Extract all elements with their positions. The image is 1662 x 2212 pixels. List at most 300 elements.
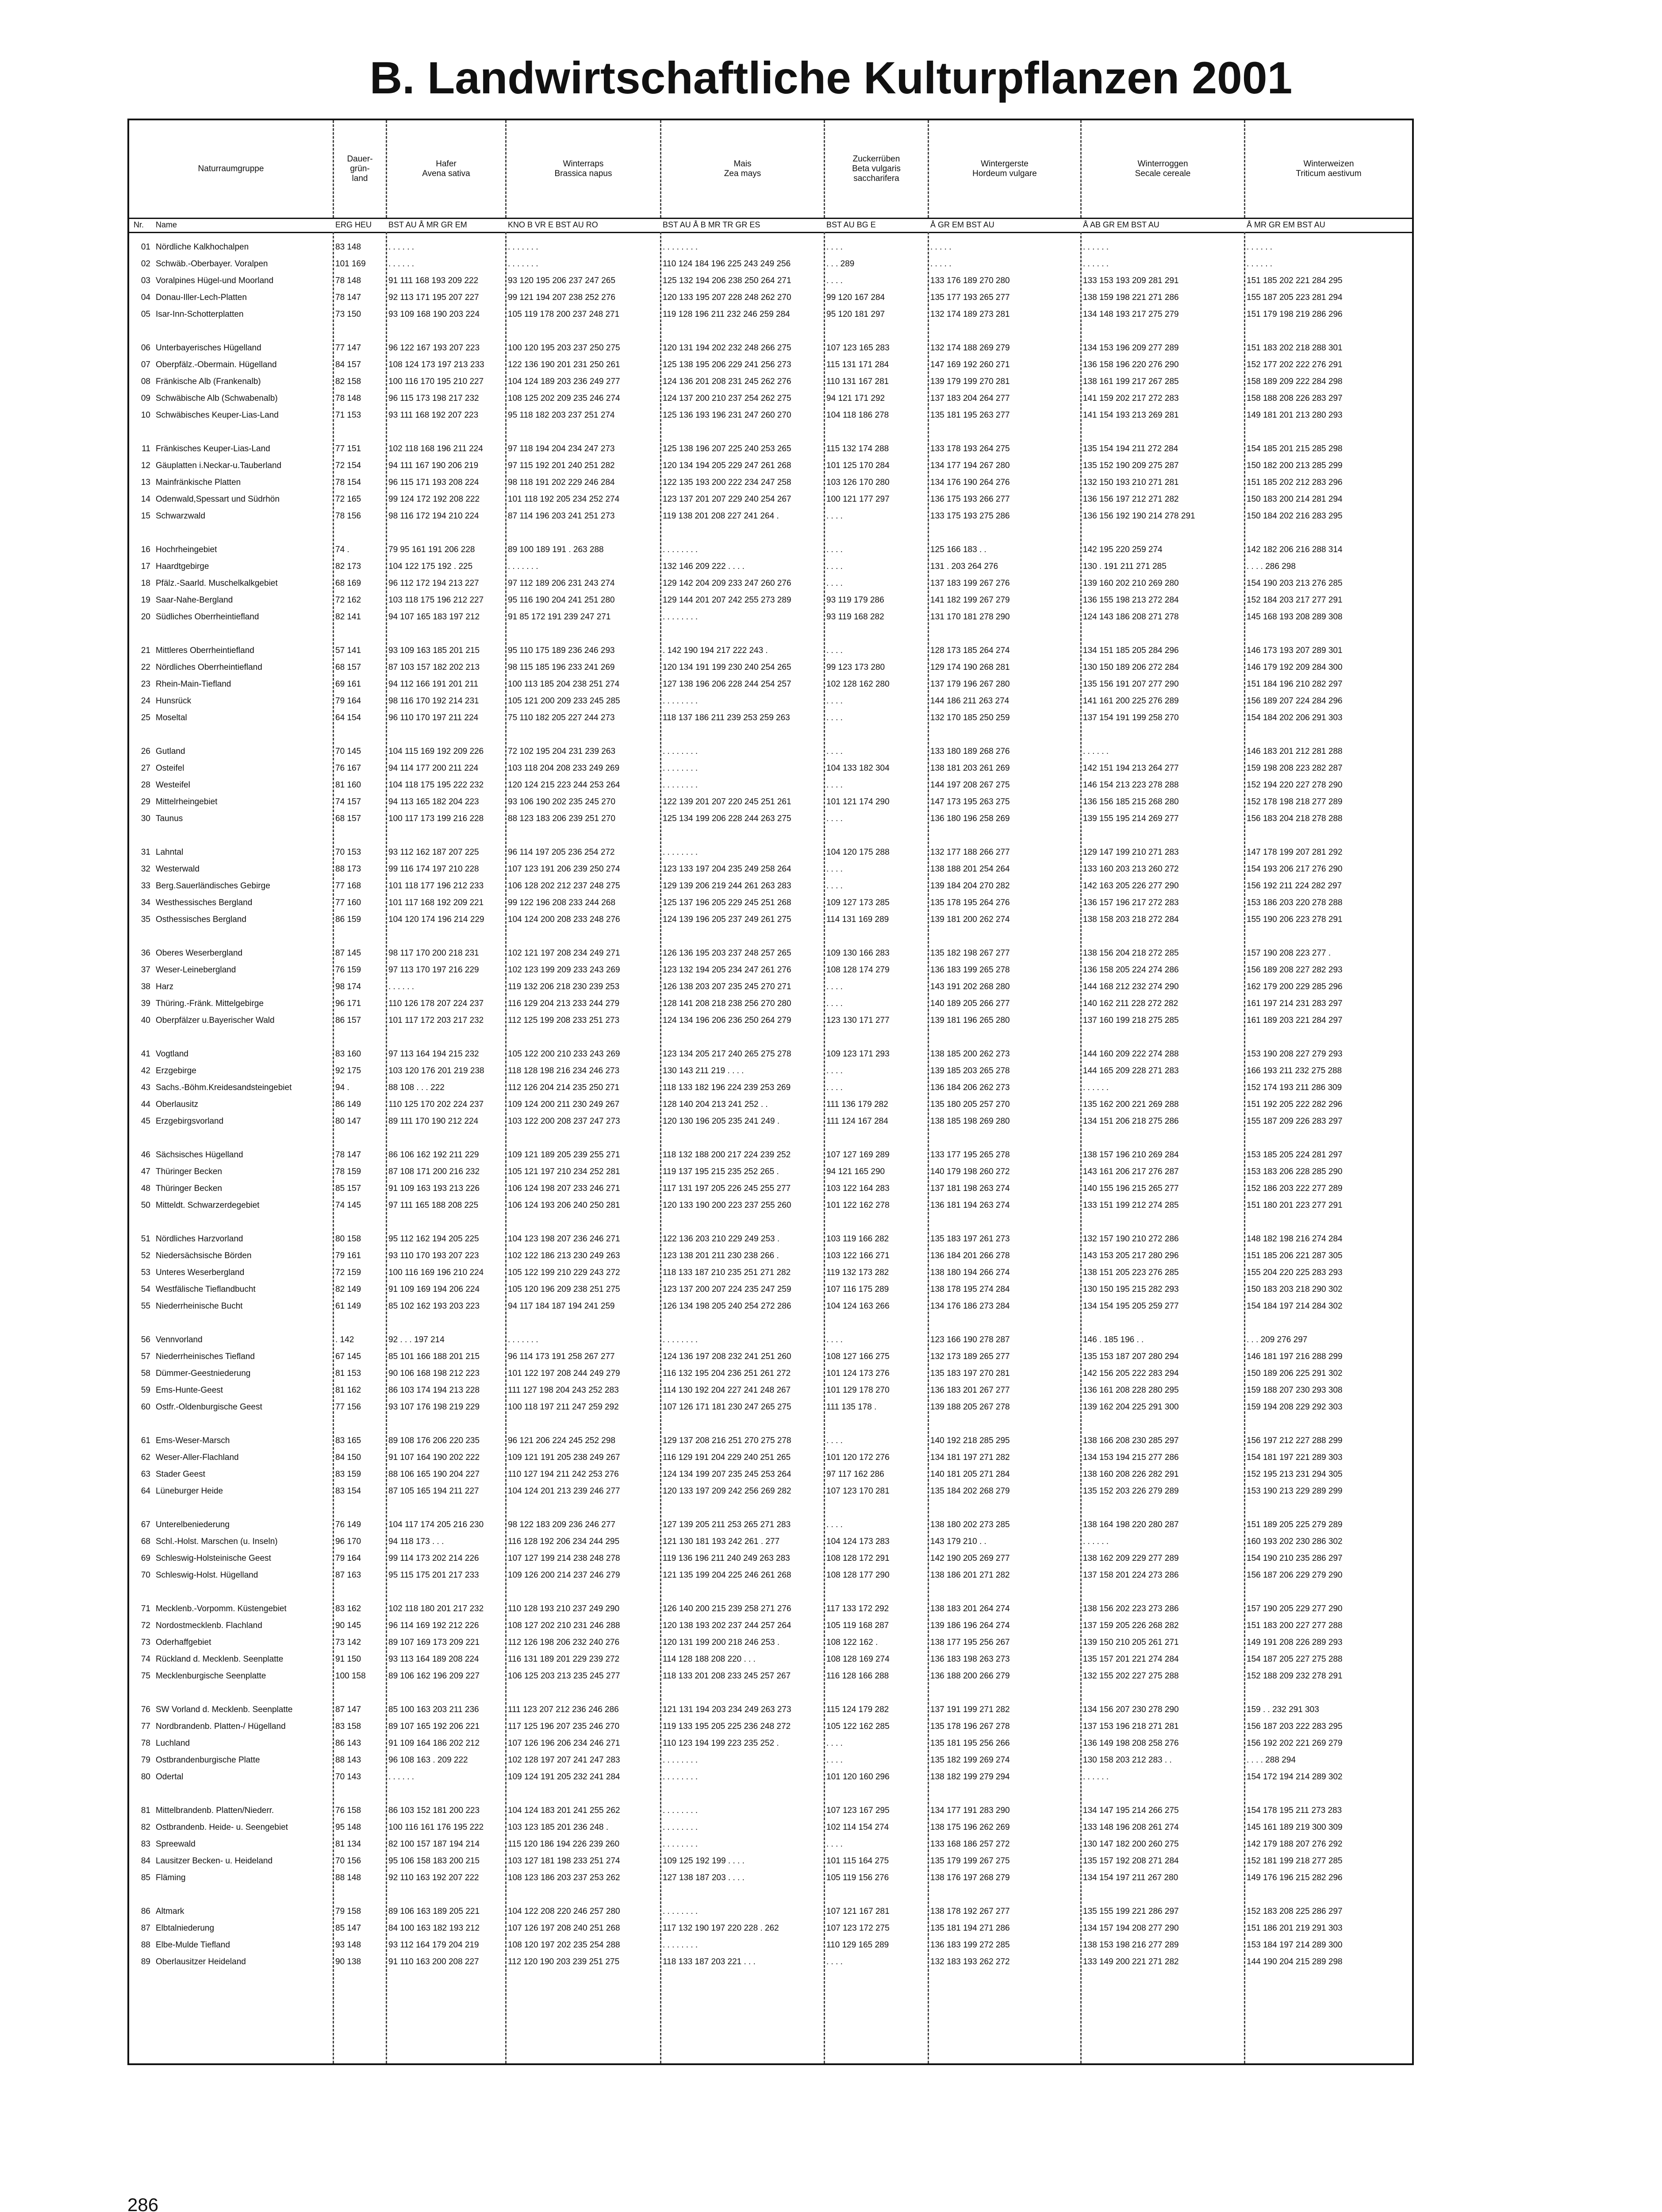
cell-gerste: 138 182 199 279 294 <box>930 1772 1010 1782</box>
cell-roggen: 138 158 203 218 272 284 <box>1083 915 1179 924</box>
cell-hafer: 98 117 170 200 218 231 <box>388 949 479 958</box>
cell-raps: 104 124 201 213 239 246 277 <box>508 1486 620 1496</box>
cell-weizen: 152 183 208 225 286 297 <box>1247 1907 1343 1916</box>
cell-mais: 116 132 195 204 236 251 261 272 <box>663 1369 791 1378</box>
cell-weizen: 153 184 197 214 289 300 <box>1247 1940 1343 1950</box>
cell-weizen: 142 179 188 207 276 292 <box>1247 1839 1343 1849</box>
row-number: 39 <box>141 999 150 1008</box>
cell-dauer: 78 147 <box>335 293 361 302</box>
cell-zucker: . . . . <box>826 696 843 706</box>
table-row <box>129 441 1412 457</box>
cell-weizen: 161 189 203 221 284 297 <box>1247 1016 1343 1025</box>
cell-weizen: 146 179 192 209 284 300 <box>1247 663 1343 672</box>
cell-hafer: 95 112 162 194 205 225 <box>388 1234 479 1244</box>
cell-mais: 122 135 193 200 222 234 247 258 <box>663 478 791 487</box>
cell-mais: . . . . . . . . <box>663 1755 698 1765</box>
cell-hafer: 100 116 161 176 195 222 <box>388 1823 484 1832</box>
row-name: Odenwald,Spessart und Südrhön <box>156 495 280 504</box>
cell-zucker: 117 133 172 292 <box>826 1604 889 1613</box>
cell-raps: 110 128 193 210 237 249 290 <box>508 1604 620 1613</box>
cell-gerste: 136 183 201 267 277 <box>930 1386 1010 1395</box>
row-name: Lahntal <box>156 848 184 857</box>
cell-weizen: 152 174 193 211 286 309 <box>1247 1083 1342 1092</box>
table-row <box>129 1836 1412 1853</box>
table-row <box>129 1903 1412 1920</box>
row-number: 02 <box>141 259 150 269</box>
cell-gerste: 133 177 195 265 278 <box>930 1150 1010 1160</box>
cell-mais: 126 138 203 207 235 245 270 271 <box>663 982 791 991</box>
cell-gerste: 135 178 195 264 276 <box>930 898 1010 907</box>
cell-zucker: 99 123 173 280 <box>826 663 885 672</box>
cell-roggen: 139 150 210 205 261 271 <box>1083 1638 1179 1647</box>
cell-weizen: 153 190 208 227 279 293 <box>1247 1049 1343 1059</box>
row-name: Pfälz.-Saarld. Muschelkalkgebiet <box>156 579 278 588</box>
cell-raps: 108 127 202 210 231 246 288 <box>508 1621 620 1630</box>
cell-hafer: 84 100 163 182 193 212 <box>388 1924 480 1933</box>
cell-dauer: 86 159 <box>335 915 361 924</box>
cell-raps: 75 110 182 205 227 244 273 <box>508 713 615 722</box>
table-row <box>129 1382 1412 1399</box>
table-row <box>129 1231 1412 1248</box>
cell-raps: 72 102 195 204 231 239 263 <box>508 747 616 756</box>
cell-weizen: 157 190 208 223 277 . <box>1247 949 1331 958</box>
cell-raps: 93 106 190 202 235 245 270 <box>508 797 616 806</box>
cell-weizen: 156 187 206 229 279 290 <box>1247 1571 1343 1580</box>
row-name: Niederrheinisches Tiefland <box>156 1352 255 1361</box>
cell-weizen: 156 187 203 222 283 295 <box>1247 1722 1343 1731</box>
cell-roggen: 133 148 196 208 261 274 <box>1083 1823 1179 1832</box>
cell-roggen: . . . . . . <box>1083 1537 1109 1546</box>
cell-zucker: . . . . <box>826 982 843 991</box>
cell-gerste: 135 180 205 257 270 <box>930 1100 1010 1109</box>
cell-roggen: . . . . . . <box>1083 1772 1109 1782</box>
cell-raps: 116 129 204 213 233 244 279 <box>508 999 620 1008</box>
table-row <box>129 407 1412 424</box>
table-row <box>129 676 1412 693</box>
cell-dauer: 64 154 <box>335 713 361 722</box>
header-dauer: Dauer- grün- land <box>333 120 386 218</box>
cell-weizen: 144 190 204 215 289 298 <box>1247 1957 1343 1966</box>
cell-mais: 123 134 205 217 240 265 275 278 <box>663 1049 791 1059</box>
cell-dauer: 74 . <box>335 545 349 554</box>
cell-hafer: 99 124 172 192 208 222 <box>388 495 480 504</box>
table-row <box>129 995 1412 1012</box>
cell-mais: . . . . . . . . <box>663 1823 698 1832</box>
cell-mais: 120 131 199 200 218 246 253 . <box>663 1638 780 1647</box>
cell-hafer: 104 122 175 192 . 225 <box>388 562 473 571</box>
table-row <box>129 1533 1412 1550</box>
cell-raps: 97 118 194 204 234 247 273 <box>508 444 615 453</box>
cell-raps: 118 128 198 216 234 246 273 <box>508 1066 620 1075</box>
cell-raps: 105 119 178 200 237 248 271 <box>508 310 620 319</box>
cell-weizen: 150 182 200 213 285 299 <box>1247 461 1343 470</box>
cell-roggen: 130 150 195 215 282 293 <box>1083 1285 1179 1294</box>
cell-gerste: 139 181 196 265 280 <box>930 1016 1010 1025</box>
cell-zucker: 115 131 171 284 <box>826 360 889 369</box>
row-name: SW Vorland d. Mecklenb. Seenplatte <box>156 1705 293 1714</box>
cell-roggen: 138 157 196 210 269 284 <box>1083 1150 1179 1160</box>
cell-gerste: 138 177 195 256 267 <box>930 1638 1010 1647</box>
cell-zucker: 105 122 162 285 <box>826 1722 890 1731</box>
row-name: Moseltal <box>156 713 187 722</box>
cell-mais: . . . . . . . . <box>663 1940 698 1950</box>
cell-raps: 104 123 198 207 236 246 271 <box>508 1234 620 1244</box>
cell-mais: 117 131 197 205 226 245 255 277 <box>663 1184 791 1193</box>
cell-gerste: 147 169 192 260 271 <box>930 360 1010 369</box>
row-name: Nördliches Oberrheintiefland <box>156 663 262 672</box>
cell-raps: 97 115 192 201 240 251 282 <box>508 461 615 470</box>
cell-raps: 112 126 198 206 232 240 276 <box>508 1638 620 1647</box>
cell-zucker: 123 130 171 277 <box>826 1016 890 1025</box>
cell-hafer: . . . . . . <box>388 1772 415 1782</box>
subheader-name: Name <box>156 220 177 229</box>
table-row <box>129 1517 1412 1533</box>
table-row <box>129 743 1412 760</box>
cell-mais: 129 142 204 209 233 247 260 276 <box>663 579 791 588</box>
table-row <box>129 810 1412 827</box>
row-number: 15 <box>141 511 150 521</box>
cell-raps: 94 117 184 187 194 241 259 <box>508 1302 615 1311</box>
table-row <box>129 1399 1412 1416</box>
cell-gerste: 135 183 197 261 273 <box>930 1234 1010 1244</box>
table-row <box>129 1432 1412 1449</box>
cell-mais: 118 133 187 203 221 . . . <box>663 1957 756 1966</box>
cell-weizen: 152 186 203 222 277 289 <box>1247 1184 1343 1193</box>
cell-raps: 101 122 197 208 244 249 279 <box>508 1369 620 1378</box>
subheader-dauer: ERG HEU <box>335 220 372 229</box>
cell-roggen: 135 154 194 211 272 284 <box>1083 444 1178 453</box>
cell-mais: 120 130 196 205 235 241 249 . <box>663 1117 780 1126</box>
cell-roggen: 140 162 211 228 272 282 <box>1083 999 1178 1008</box>
cell-gerste: 132 177 188 266 277 <box>930 848 1010 857</box>
cell-mais: . . . . . . . . <box>663 1772 698 1782</box>
cell-gerste: 139 181 200 262 274 <box>930 915 1010 924</box>
cell-gerste: 128 173 185 264 274 <box>930 646 1010 655</box>
header-gerste: Wintergerste Hordeum vulgare <box>928 120 1080 218</box>
cell-dauer: 76 158 <box>335 1806 361 1815</box>
cell-dauer: 78 148 <box>335 394 361 403</box>
cell-gerste: 132 173 189 265 277 <box>930 1352 1010 1361</box>
table-row <box>129 1466 1412 1483</box>
row-name: Westeifel <box>156 780 190 790</box>
cell-zucker: . . . . <box>826 1083 843 1092</box>
cell-zucker: 111 136 179 282 <box>826 1100 888 1109</box>
row-number: 78 <box>141 1739 150 1748</box>
cell-dauer: 81 162 <box>335 1386 361 1395</box>
cell-roggen: 133 149 200 221 271 282 <box>1083 1957 1179 1966</box>
cell-roggen: 138 153 198 216 277 289 <box>1083 1940 1179 1950</box>
cell-zucker: . . . . <box>826 562 843 571</box>
cell-dauer: 78 147 <box>335 1150 361 1160</box>
table-row <box>129 1668 1412 1685</box>
row-name: Oberlausitz <box>156 1100 199 1109</box>
cell-weizen: 153 185 205 224 281 297 <box>1247 1150 1343 1160</box>
cell-dauer: 70 143 <box>335 1772 361 1782</box>
cell-roggen: 134 148 193 217 275 279 <box>1083 310 1179 319</box>
cell-gerste: 138 180 194 266 274 <box>930 1268 1010 1277</box>
header-mais: Mais Zea mays <box>660 120 824 218</box>
cell-dauer: 93 148 <box>335 1940 361 1950</box>
row-number: 87 <box>141 1924 150 1933</box>
cell-gerste: 136 184 201 266 278 <box>930 1251 1010 1260</box>
row-number: 32 <box>141 864 150 874</box>
row-number: 75 <box>141 1671 150 1681</box>
cell-zucker: 108 128 174 279 <box>826 965 890 975</box>
row-number: 67 <box>141 1520 150 1529</box>
cell-weizen: 156 192 202 221 269 279 <box>1247 1739 1343 1748</box>
cell-zucker: 101 120 172 276 <box>826 1453 890 1462</box>
cell-zucker: . . . . <box>826 242 843 252</box>
cell-zucker: 95 120 181 297 <box>826 310 885 319</box>
cell-gerste: 137 191 199 271 282 <box>930 1705 1010 1714</box>
row-name: Hochrheingebiet <box>156 545 217 554</box>
cell-roggen: 130 147 182 200 260 275 <box>1083 1839 1179 1849</box>
table-row <box>129 1063 1412 1079</box>
page-title: B. Landwirtschaftliche Kulturpflanzen 2001 <box>369 53 1293 103</box>
table-row <box>129 777 1412 794</box>
cell-zucker: 104 124 163 266 <box>826 1302 890 1311</box>
cell-roggen: 135 152 203 226 279 289 <box>1083 1486 1179 1496</box>
table-row <box>129 945 1412 962</box>
cell-weizen: 158 189 209 222 284 298 <box>1247 377 1343 386</box>
cell-zucker: . . . . <box>826 1957 843 1966</box>
cell-raps: 109 121 189 205 239 255 271 <box>508 1150 620 1160</box>
cell-dauer: 88 143 <box>335 1755 361 1765</box>
cell-raps: 109 126 200 214 237 246 279 <box>508 1571 620 1580</box>
cell-raps: 122 136 190 201 231 250 261 <box>508 360 620 369</box>
cell-weizen: 160 193 202 230 286 302 <box>1247 1537 1343 1546</box>
row-number: 40 <box>141 1016 150 1025</box>
cell-gerste: 132 170 185 250 259 <box>930 713 1010 722</box>
cell-dauer: 81 153 <box>335 1369 361 1378</box>
cell-gerste: 135 179 199 267 275 <box>930 1856 1010 1866</box>
row-name: Sächsisches Hügelland <box>156 1150 243 1160</box>
header-zucker: Zuckerrüben Beta vulgaris saccharifera <box>824 120 928 218</box>
table-row <box>129 289 1412 306</box>
table-row <box>129 911 1412 928</box>
row-name: Oberes Weserbergland <box>156 949 243 958</box>
row-name: Schwäb.-Oberbayer. Voralpen <box>156 259 268 269</box>
cell-mais: 128 140 204 213 241 252 . . <box>663 1100 768 1109</box>
cell-weizen: 152 195 213 231 294 305 <box>1247 1470 1343 1479</box>
row-name: Sachs.-Böhm.Kreidesandsteingebiet <box>156 1083 292 1092</box>
row-name: Oberlausitzer Heideland <box>156 1957 246 1966</box>
row-name: Gutland <box>156 747 185 756</box>
table-row <box>129 273 1412 289</box>
cell-dauer: 68 169 <box>335 579 361 588</box>
cell-weizen: 153 186 203 220 278 288 <box>1247 898 1343 907</box>
table-row <box>129 1735 1412 1752</box>
cell-roggen: 139 162 204 225 291 300 <box>1083 1402 1179 1412</box>
cell-mais: 127 138 187 203 . . . . <box>663 1873 745 1882</box>
cell-mais: 118 133 187 210 235 251 271 282 <box>663 1268 791 1277</box>
cell-hafer: 104 115 169 192 209 226 <box>388 747 484 756</box>
cell-raps: 96 114 173 191 258 267 277 <box>508 1352 615 1361</box>
row-number: 08 <box>141 377 150 386</box>
row-number: 83 <box>141 1839 150 1849</box>
table-row <box>129 1802 1412 1819</box>
cell-gerste: 139 186 196 264 274 <box>930 1621 1010 1630</box>
table-row <box>129 1954 1412 1970</box>
cell-raps: 99 122 196 208 233 244 268 <box>508 898 616 907</box>
cell-weizen: . . . . 288 294 <box>1247 1755 1296 1765</box>
row-name: Lausitzer Becken- u. Heideland <box>156 1856 273 1866</box>
cell-hafer: 82 100 157 187 194 214 <box>388 1839 480 1849</box>
cell-raps: 87 114 196 203 241 251 273 <box>508 511 615 521</box>
cell-raps: 105 120 196 209 238 251 275 <box>508 1285 620 1294</box>
table-row <box>129 979 1412 995</box>
cell-roggen: 140 155 196 215 265 277 <box>1083 1184 1179 1193</box>
row-name: Odertal <box>156 1772 184 1782</box>
row-name: Saar-Nahe-Bergland <box>156 595 233 605</box>
table-row <box>129 1298 1412 1315</box>
row-number: 35 <box>141 915 150 924</box>
row-number: 37 <box>141 965 150 975</box>
cell-raps: 95 110 175 189 236 246 293 <box>508 646 615 655</box>
cell-hafer: 96 108 163 . 209 222 <box>388 1755 468 1765</box>
row-name: Hunsrück <box>156 696 192 706</box>
row-number: 86 <box>141 1907 150 1916</box>
cell-zucker: 104 133 182 304 <box>826 764 890 773</box>
cell-zucker: 101 122 162 278 <box>826 1201 890 1210</box>
row-name: Ostbrandenburgische Platte <box>156 1755 260 1765</box>
cell-hafer: 103 118 175 196 212 227 <box>388 595 484 605</box>
cell-gerste: 131 . 203 264 276 <box>930 562 998 571</box>
table-row <box>129 1752 1412 1769</box>
cell-weizen: 154 187 205 227 275 288 <box>1247 1655 1343 1664</box>
row-name: Schleswig-Holst. Hügelland <box>156 1571 258 1580</box>
cell-zucker: 94 121 165 290 <box>826 1167 885 1176</box>
cell-mais: 107 126 171 181 230 247 265 275 <box>663 1402 791 1412</box>
cell-gerste: 139 184 204 270 282 <box>930 881 1010 891</box>
cell-roggen: 135 162 200 221 269 288 <box>1083 1100 1179 1109</box>
table-row <box>129 1617 1412 1634</box>
row-name: Mitteldt. Schwarzerdegebiet <box>156 1201 260 1210</box>
table-row <box>129 592 1412 609</box>
cell-zucker: 104 120 175 288 <box>826 848 890 857</box>
cell-dauer: 80 158 <box>335 1234 361 1244</box>
cell-mais: 124 136 201 208 231 245 262 276 <box>663 377 791 386</box>
cell-raps: 109 124 191 205 232 241 284 <box>508 1772 620 1782</box>
row-number: 68 <box>141 1537 150 1546</box>
cell-zucker: . . . . <box>826 881 843 891</box>
row-number: 60 <box>141 1402 150 1412</box>
cell-hafer: 87 108 171 200 216 232 <box>388 1167 480 1176</box>
row-name: Thüring.-Fränk. Mittelgebirge <box>156 999 264 1008</box>
cell-roggen: 141 159 202 217 272 283 <box>1083 394 1179 403</box>
cell-roggen: 143 161 206 217 276 287 <box>1083 1167 1179 1176</box>
cell-roggen: 134 153 196 209 277 289 <box>1083 343 1179 353</box>
subheader-hafer: BST AU Å MR GR EM <box>388 220 467 229</box>
row-name: Mecklenb.-Vorpomm. Küstengebiet <box>156 1604 287 1613</box>
cell-dauer: 76 159 <box>335 965 361 975</box>
row-name: Südliches Oberrheintiefland <box>156 612 259 622</box>
cell-raps: 101 118 192 205 234 252 274 <box>508 495 620 504</box>
row-name: Vennvorland <box>156 1335 203 1344</box>
cell-roggen: 130 150 189 206 272 284 <box>1083 663 1179 672</box>
table-row <box>129 340 1412 357</box>
cell-mais: . 142 190 194 217 222 243 . <box>663 646 768 655</box>
cell-dauer: 83 148 <box>335 242 361 252</box>
row-name: Unterbayerisches Hügelland <box>156 343 261 353</box>
cell-mais: 129 137 208 216 251 270 275 278 <box>663 1436 791 1445</box>
cell-raps: 108 123 186 203 237 253 262 <box>508 1873 620 1882</box>
cell-weizen: 149 191 208 226 289 293 <box>1247 1638 1343 1647</box>
table-row <box>129 1701 1412 1718</box>
cell-weizen: 154 184 197 214 284 302 <box>1247 1302 1343 1311</box>
cell-roggen: 138 166 208 230 285 297 <box>1083 1436 1179 1445</box>
cell-dauer: 77 156 <box>335 1402 361 1412</box>
cell-weizen: 149 176 196 215 282 296 <box>1247 1873 1343 1882</box>
row-number: 38 <box>141 982 150 991</box>
row-number: 58 <box>141 1369 150 1378</box>
row-number: 69 <box>141 1554 150 1563</box>
cell-mais: 125 137 196 205 229 245 251 268 <box>663 898 791 907</box>
cell-weizen: 152 177 202 222 276 291 <box>1247 360 1343 369</box>
cell-zucker: 107 123 167 295 <box>826 1806 890 1815</box>
cell-hafer: 87 105 165 194 211 227 <box>388 1486 479 1496</box>
cell-roggen: 137 159 205 226 268 282 <box>1083 1621 1179 1630</box>
row-name: Harz <box>156 982 174 991</box>
cell-dauer: 70 156 <box>335 1856 361 1866</box>
cell-dauer: 83 154 <box>335 1486 361 1496</box>
cell-hafer: 91 107 164 190 202 222 <box>388 1453 480 1462</box>
cell-mais: 124 134 199 207 235 245 253 264 <box>663 1470 791 1479</box>
cell-mais: 119 138 201 208 227 241 264 . <box>663 511 779 521</box>
row-name: Schleswig-Holsteinische Geest <box>156 1554 271 1563</box>
cell-hafer: 88 106 165 190 204 227 <box>388 1470 480 1479</box>
row-number: 70 <box>141 1571 150 1580</box>
cell-raps: 98 122 183 209 236 246 277 <box>508 1520 616 1529</box>
cell-gerste: 136 180 196 258 269 <box>930 814 1010 823</box>
row-number: 84 <box>141 1856 150 1866</box>
cell-weizen: 155 187 205 223 281 294 <box>1247 293 1343 302</box>
cell-gerste: . . . . . <box>930 242 952 252</box>
cell-raps: 105 122 199 210 229 243 272 <box>508 1268 620 1277</box>
row-name: Ems-Hunte-Geest <box>156 1386 223 1395</box>
cell-hafer: 93 109 163 185 201 215 <box>388 646 480 655</box>
cell-raps: 109 124 200 211 230 249 267 <box>508 1100 620 1109</box>
cell-mais: 120 134 194 205 229 247 261 268 <box>663 461 791 470</box>
row-number: 27 <box>141 764 150 773</box>
cell-weizen: 152 188 209 232 278 291 <box>1247 1671 1343 1681</box>
cell-hafer: 108 124 173 197 213 233 <box>388 360 484 369</box>
table-row <box>129 659 1412 676</box>
subheader-gerste: Å GR EM BST AU <box>930 220 994 229</box>
row-number: 46 <box>141 1150 150 1160</box>
cell-dauer: 77 160 <box>335 898 361 907</box>
cell-roggen: 133 153 193 209 281 291 <box>1083 276 1179 285</box>
cell-dauer: 70 145 <box>335 747 361 756</box>
cell-mais: 124 136 197 208 232 241 251 260 <box>663 1352 791 1361</box>
row-name: Fränkisches Keuper-Lias-Land <box>156 444 270 453</box>
table-row <box>129 1164 1412 1180</box>
cell-dauer: 87 147 <box>335 1705 361 1714</box>
row-number: 09 <box>141 394 150 403</box>
table-row <box>129 1197 1412 1214</box>
cell-hafer: 99 114 173 202 214 226 <box>388 1554 479 1563</box>
row-name: Luchland <box>156 1739 190 1748</box>
row-number: 88 <box>141 1940 150 1950</box>
cell-gerste: 125 166 183 . . <box>930 545 986 554</box>
row-name: Haardtgebirge <box>156 562 209 571</box>
cell-raps: 111 123 207 212 236 246 286 <box>508 1705 619 1714</box>
row-number: 51 <box>141 1234 150 1244</box>
cell-hafer: 91 110 163 200 208 227 <box>388 1957 479 1966</box>
cell-raps: 104 124 200 208 233 248 276 <box>508 915 620 924</box>
cell-mais: 123 137 201 207 229 240 254 267 <box>663 495 791 504</box>
cell-dauer: 87 145 <box>335 949 361 958</box>
